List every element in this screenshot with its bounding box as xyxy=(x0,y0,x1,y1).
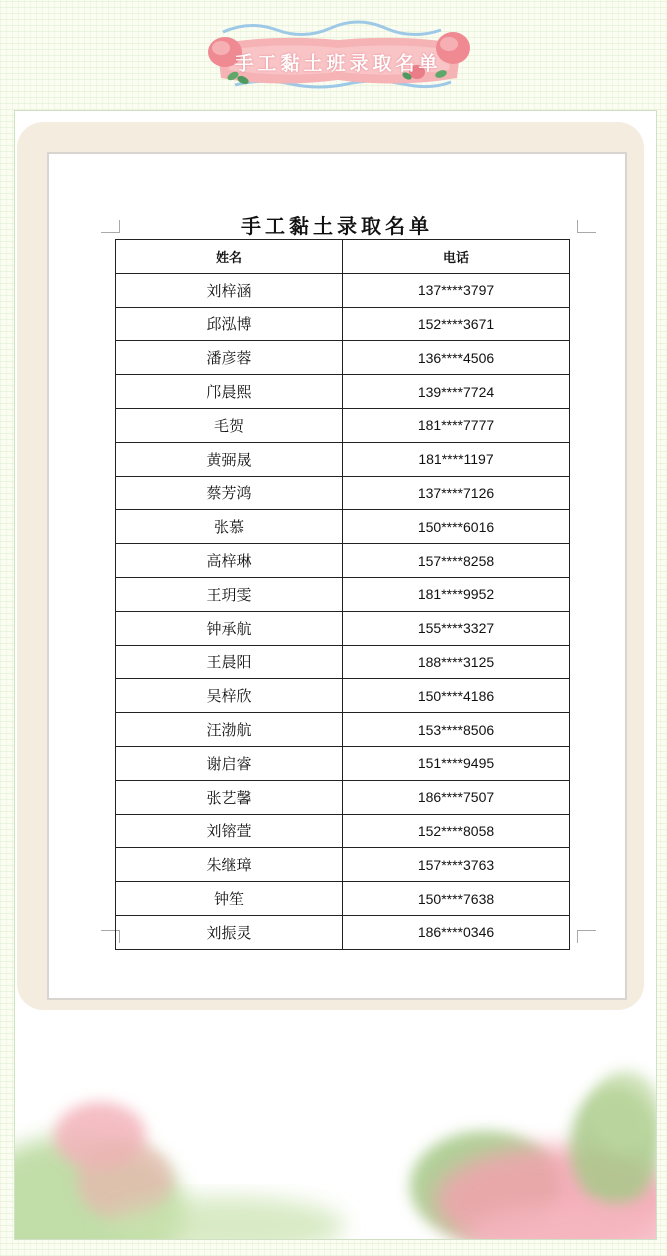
student-phone: 152****8058 xyxy=(343,814,570,848)
student-name: 谢启睿 xyxy=(116,746,343,780)
student-phone: 139****7724 xyxy=(343,375,570,409)
student-name: 刘振灵 xyxy=(116,915,343,949)
student-phone: 155****3327 xyxy=(343,611,570,645)
watercolor-decoration xyxy=(15,1051,657,1240)
document-frame xyxy=(17,122,644,1010)
table-row xyxy=(116,577,570,611)
student-name: 黄弼晟 xyxy=(116,442,343,476)
student-name: 刘梓涵 xyxy=(116,273,343,307)
student-phone: 188****3125 xyxy=(343,645,570,679)
table-row xyxy=(116,341,570,375)
student-name: 汪渤航 xyxy=(116,713,343,747)
student-name: 钟承航 xyxy=(116,611,343,645)
student-name: 吴梓欣 xyxy=(116,679,343,713)
admission-table xyxy=(115,239,570,950)
student-phone: 181****7777 xyxy=(343,408,570,442)
table-row xyxy=(116,408,570,442)
student-phone: 137****7126 xyxy=(343,476,570,510)
table-row xyxy=(116,442,570,476)
student-name: 刘镕萱 xyxy=(116,814,343,848)
document-page xyxy=(47,152,627,1000)
student-name: 毛贺 xyxy=(116,408,343,442)
student-name: 邱泓博 xyxy=(116,307,343,341)
table-row xyxy=(116,375,570,409)
student-phone: 157****3763 xyxy=(343,848,570,882)
student-phone: 181****9952 xyxy=(343,577,570,611)
student-name: 王晨阳 xyxy=(116,645,343,679)
header-banner xyxy=(205,18,471,90)
student-phone: 137****3797 xyxy=(343,273,570,307)
table-header-row xyxy=(116,240,570,274)
table-row xyxy=(116,273,570,307)
table-row xyxy=(116,476,570,510)
table-row xyxy=(116,848,570,882)
student-name: 朱继璋 xyxy=(116,848,343,882)
student-name: 邝晨熙 xyxy=(116,375,343,409)
student-phone: 150****4186 xyxy=(343,679,570,713)
table-row xyxy=(116,307,570,341)
student-phone: 150****6016 xyxy=(343,510,570,544)
student-phone: 136****4506 xyxy=(343,341,570,375)
student-phone: 157****8258 xyxy=(343,544,570,578)
table-row xyxy=(116,915,570,949)
student-name: 张慕 xyxy=(116,510,343,544)
table-row xyxy=(116,746,570,780)
student-name: 潘彦蓉 xyxy=(116,341,343,375)
student-name: 高梓琳 xyxy=(116,544,343,578)
column-header-name: 姓名 xyxy=(116,240,343,274)
table-row xyxy=(116,645,570,679)
table-row xyxy=(116,544,570,578)
document-title: 手工黏土录取名单 xyxy=(241,214,433,238)
table-row xyxy=(116,510,570,544)
crop-mark-bottom-right xyxy=(577,930,596,943)
table-row xyxy=(116,814,570,848)
table-row xyxy=(116,679,570,713)
student-phone: 153****8506 xyxy=(343,713,570,747)
student-name: 王玥雯 xyxy=(116,577,343,611)
student-phone: 186****7507 xyxy=(343,780,570,814)
student-phone: 150****7638 xyxy=(343,882,570,916)
student-name: 钟笙 xyxy=(116,882,343,916)
student-name: 蔡芳鸿 xyxy=(116,476,343,510)
table-row xyxy=(116,780,570,814)
student-phone: 151****9495 xyxy=(343,746,570,780)
table-row xyxy=(116,882,570,916)
student-phone: 186****0346 xyxy=(343,915,570,949)
column-header-phone: 电话 xyxy=(343,240,570,274)
table-row xyxy=(116,713,570,747)
banner-title: 手工黏土班录取名单 xyxy=(234,52,442,75)
student-phone: 152****3671 xyxy=(343,307,570,341)
table-row xyxy=(116,611,570,645)
content-card xyxy=(14,110,657,1240)
student-phone: 181****1197 xyxy=(343,442,570,476)
student-name: 张艺馨 xyxy=(116,780,343,814)
